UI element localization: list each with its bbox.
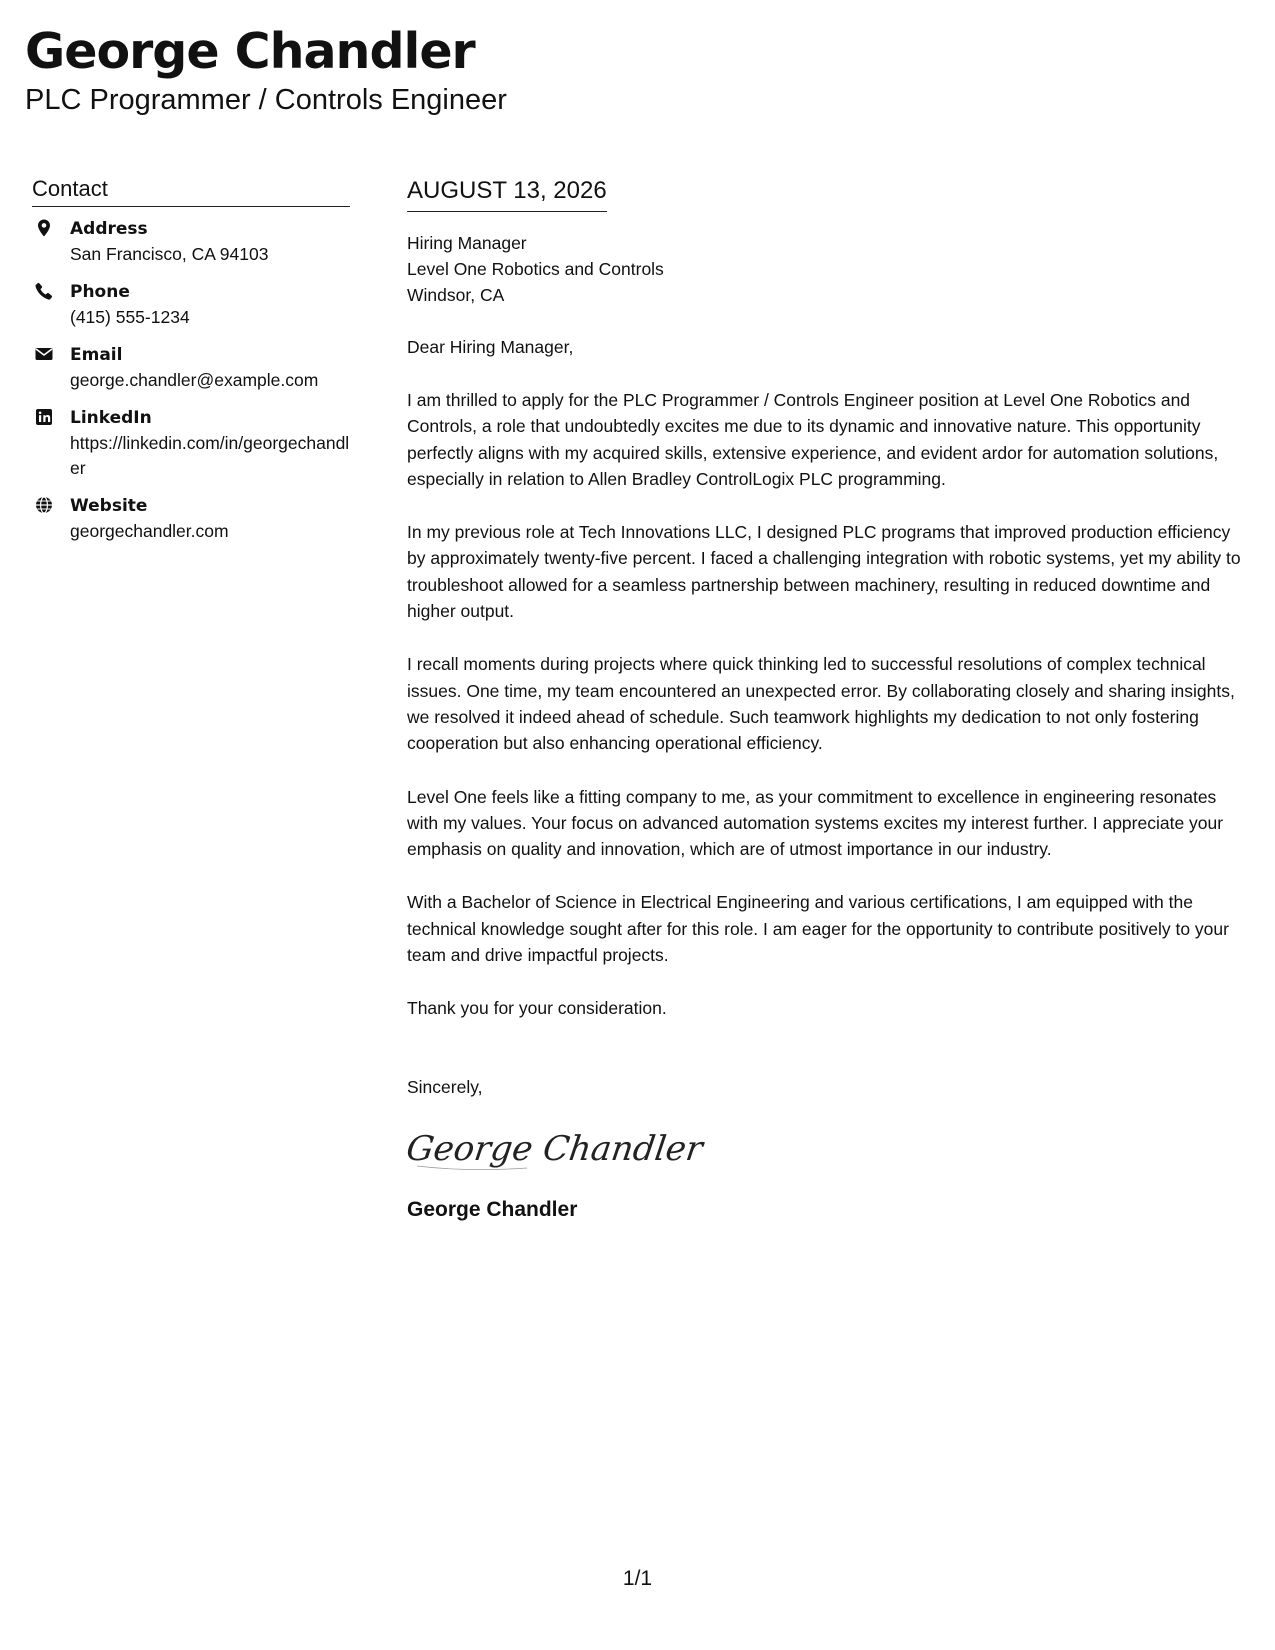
closing: Sincerely,	[407, 1076, 483, 1097]
letter-date: AUGUST 13, 2026	[407, 176, 607, 212]
contact-address	[32, 217, 350, 267]
letter-paragraph: With a Bachelor of Science in Electrical Engineering and various certifications, I am equipped with the technical knowledge sought after for this role. I am eager for the opportunity to contribute positively to your team and drive impactful projects.	[407, 892, 1229, 966]
contact-value: San Francisco, CA 94103	[70, 244, 269, 264]
signature-script: George Chandler	[403, 1128, 706, 1169]
contact-email	[32, 343, 350, 393]
signature-graphic	[403, 1118, 706, 1178]
phone-icon	[34, 281, 54, 301]
contact-value: (415) 555-1234	[70, 307, 190, 327]
contact-label: Email	[70, 345, 123, 365]
email-link[interactable]: george.chandler@example.com	[70, 370, 319, 390]
contact-sidebar	[32, 176, 350, 557]
letter-paragraph: Level One feels like a fitting company to me, as your commitment to excellence in engineering resonates with my values. Your focus on advanced automation systems excites my interest further. I appreciate your emphasis on quality and innovation, which are of utmost importance in our industry.	[407, 786, 1224, 860]
linkedin-icon	[34, 407, 54, 427]
handwritten-signature	[403, 1118, 1247, 1178]
recipient-line: Hiring Manager	[407, 233, 527, 253]
linkedin-link[interactable]: https://linkedin.com/in/georgechandler	[70, 433, 350, 478]
contact-linkedin	[32, 406, 350, 481]
applicant-role: PLC Programmer / Controls Engineer	[25, 84, 507, 116]
contact-label: LinkedIn	[70, 408, 152, 428]
letter-paragraph: I recall moments during projects where quick thinking led to successful resolutions of complex technical issues. One time, my team encountered an unexpected error. By collaborating closely and sharing insights, we resolved it indeed ahead of schedule. Such teamwork highlights my dedication to not only fostering cooperation but also enhancing operational efficiency.	[407, 654, 1235, 754]
recipient-line: Windsor, CA	[407, 285, 505, 305]
website-link[interactable]: georgechandler.com	[70, 521, 229, 541]
letter-paragraph: I am thrilled to apply for the PLC Programmer / Controls Engineer position at Level One Robotics and Controls, a role that undoubtedly excites me due to its dynamic and innovative nature. This opportunity perfectly aligns with my acquired skills, extensive experience, and evident ardor for automation solutions, especially in relation to Allen Bradley ControlLogix PLC programming.	[407, 390, 1219, 489]
letter-body	[403, 176, 1247, 1224]
contact-label: Address	[70, 219, 148, 239]
letter-paragraph: In my previous role at Tech Innovations LLC, I designed PLC programs that improved production efficiency by approximately twenty-five percent. I faced a challenging integration with robotic systems, yet my ability to troubleshoot allowed for a seamless partnership between machinery, resulting in reduced downtime and higher output.	[407, 522, 1241, 622]
salutation: Dear Hiring Manager,	[407, 337, 574, 357]
signer-name: George Chandler	[407, 1197, 578, 1221]
contact-phone	[32, 280, 350, 330]
letter-paragraph: Thank you for your consideration.	[407, 998, 667, 1019]
contact-label: Website	[70, 496, 148, 516]
recipient-block	[407, 230, 1247, 308]
applicant-name: George Chandler	[25, 23, 475, 80]
map-pin-icon	[34, 218, 54, 238]
contact-heading: Contact	[32, 176, 350, 207]
contact-label: Phone	[70, 282, 130, 302]
globe-icon	[34, 495, 54, 515]
recipient-line: Level One Robotics and Controls	[407, 259, 664, 279]
page-number: 1/1	[622, 1567, 653, 1590]
envelope-icon	[34, 344, 54, 364]
contact-website	[32, 494, 350, 544]
